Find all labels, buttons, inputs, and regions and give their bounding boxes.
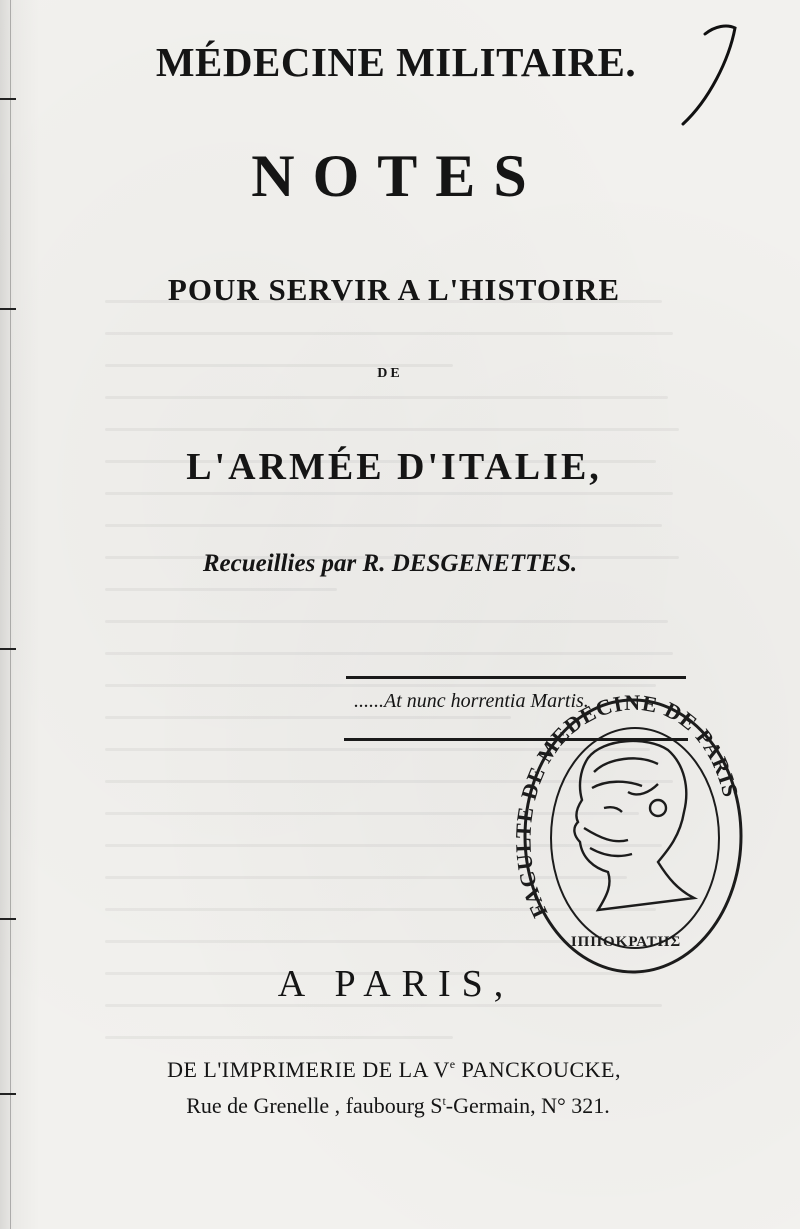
binding-stitch <box>0 648 16 650</box>
address-superscript: t <box>442 1094 446 1108</box>
imprint-printer <box>0 1057 794 1083</box>
library-stamp <box>508 688 748 978</box>
author-line: Recueillies par R. DESGENETTES. <box>202 550 578 577</box>
imprint-place: A PARIS, <box>277 963 515 1005</box>
binding-stitch <box>0 918 16 920</box>
subtitle-line-1: POUR SERVIR A L'HISTOIRE <box>167 272 621 307</box>
binding-stitch <box>0 98 16 100</box>
printer-prefix: DE L'IMPRIMERIE DE LA V <box>167 1057 450 1082</box>
printer-suffix: PANCKOUCKE, <box>455 1057 621 1082</box>
address-prefix: Rue de Grenelle , faubourg S <box>186 1093 443 1118</box>
epigraph: ......At nunc horrentia Martis. <box>354 690 589 712</box>
page-header: MÉDECINE MILITAIRE. <box>155 39 637 85</box>
hippocrates-portrait-icon <box>574 741 694 910</box>
subtitle-line-2: L'ARMÉE D'ITALIE, <box>186 446 602 488</box>
imprint-address <box>0 1093 798 1119</box>
subtitle-connector: DE <box>377 366 403 381</box>
binding-stitch <box>0 308 16 310</box>
address-suffix: -Germain, N° 321. <box>445 1093 610 1118</box>
stamp-ring-text: FACULTE DE MEDECINE DE PARIS <box>510 689 744 922</box>
stamp-portrait-caption: ΙΠΠΟΚΡΑΤΗΣ <box>570 934 682 950</box>
page-title: NOTES <box>251 143 545 209</box>
printer-superscript: e <box>449 1057 456 1071</box>
epigraph-rule-top <box>346 676 686 679</box>
